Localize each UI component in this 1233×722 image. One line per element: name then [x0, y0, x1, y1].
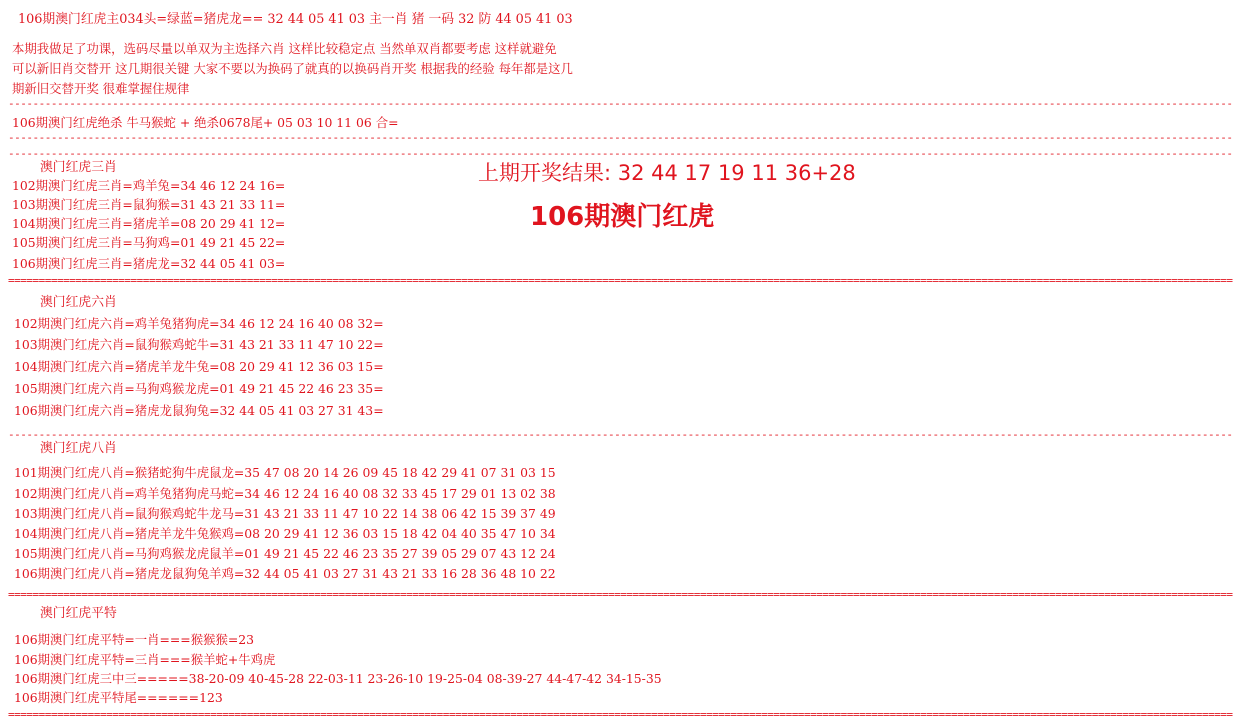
- section-title-eight: 澳门红虎八肖: [40, 441, 117, 456]
- big-title: 106期澳门红虎: [530, 202, 715, 232]
- intro-line: 可以新旧肖交替开 这几期很关键 大家不要以为换码了就真的以换码肖开奖 根据我的经验 每年都是这几: [12, 61, 573, 76]
- last-result-heading: 上期开奖结果: 32 44 17 19 11 36+28: [478, 161, 856, 185]
- divider: --------------------------------------------------------------------------------------------------------------------------------------------------------------------------------------------------------: [8, 131, 1233, 144]
- divider: --------------------------------------------------------------------------------------------------------------------------------------------------------------------------------------------------------: [8, 97, 1233, 110]
- special-row: 106期澳门红虎三中三=====38-20-09 40-45-28 22-03-11 23-26-10 19-25-04 08-39-27 44-47-42 34-15-35: [14, 671, 662, 686]
- eight-row: 101期澳门红虎八肖=猴猪蛇狗牛虎鼠龙=35 47 08 20 14 26 09 45 18 42 29 41 07 31 03 15: [14, 465, 556, 480]
- six-row: 106期澳门红虎六肖=猪虎龙鼠狗兔=32 44 05 41 03 27 31 43=: [14, 403, 384, 418]
- eight-row: 102期澳门红虎八肖=鸡羊兔猪狗虎马蛇=34 46 12 24 16 40 08 32 33 45 17 29 01 13 02 38: [14, 486, 556, 501]
- eight-row: 104期澳门红虎八肖=猪虎羊龙牛兔猴鸡=08 20 29 41 12 36 03 15 18 42 04 40 35 47 10 34: [14, 526, 556, 541]
- three-row: 105期澳门红虎三肖=马狗鸡=01 49 21 45 22=: [12, 235, 286, 250]
- intro-line: 期新旧交替开奖 很难掌握住规律: [12, 81, 190, 96]
- six-row: 105期澳门红虎六肖=马狗鸡猴龙虎=01 49 21 45 22 46 23 35=: [14, 381, 384, 396]
- divider: --------------------------------------------------------------------------------------------------------------------------------------------------------------------------------------------------------: [8, 428, 1233, 441]
- intro-line: 本期我做足了功课，选码尽量以单双为主选择六肖 这样比较稳定点 当然单双肖都要考虑 这样就避免: [12, 41, 557, 56]
- six-row: 103期澳门红虎六肖=鼠狗猴鸡蛇牛=31 43 21 33 11 47 10 22=: [14, 337, 384, 352]
- special-row: 106期澳门红虎平特=一肖===猴猴猴=23: [14, 632, 255, 647]
- three-row: 102期澳门红虎三肖=鸡羊兔=34 46 12 24 16=: [12, 178, 286, 193]
- three-row: 106期澳门红虎三肖=猪虎龙=32 44 05 41 03=: [12, 256, 286, 271]
- divider: ========================================================================================================================================================================================================: [8, 708, 1233, 721]
- divider: --------------------------------------------------------------------------------------------------------------------------------------------------------------------------------------------------------: [8, 147, 1233, 160]
- three-row: 104期澳门红虎三肖=猪虎羊=08 20 29 41 12=: [12, 216, 286, 231]
- eight-row: 105期澳门红虎八肖=马狗鸡猴龙虎鼠羊=01 49 21 45 22 46 23 35 27 39 05 29 07 43 12 24: [14, 546, 556, 561]
- three-row: 103期澳门红虎三肖=鼠狗猴=31 43 21 33 11=: [12, 197, 286, 212]
- divider: ========================================================================================================================================================================================================: [8, 274, 1233, 287]
- eight-row: 106期澳门红虎八肖=猪虎龙鼠狗兔羊鸡=32 44 05 41 03 27 31 43 21 33 16 28 36 48 10 22: [14, 566, 556, 581]
- special-row: 106期澳门红虎平特尾======123: [14, 690, 223, 705]
- header-line: 106期澳门红虎主034头=绿蓝=猪虎龙== 32 44 05 41 03 主一肖 猪 一码 32 防 44 05 41 03: [18, 12, 573, 27]
- section-title-special: 澳门红虎平特: [40, 606, 117, 621]
- six-row: 104期澳门红虎六肖=猪虎羊龙牛兔=08 20 29 41 12 36 03 15=: [14, 359, 384, 374]
- special-row: 106期澳门红虎平特=三肖===猴羊蛇+牛鸡虎: [14, 652, 276, 667]
- section-title-six: 澳门红虎六肖: [40, 295, 117, 310]
- divider: ========================================================================================================================================================================================================: [8, 588, 1233, 601]
- six-row: 102期澳门红虎六肖=鸡羊兔猪狗虎=34 46 12 24 16 40 08 32=: [14, 316, 384, 331]
- eight-row: 103期澳门红虎八肖=鼠狗猴鸡蛇牛龙马=31 43 21 33 11 47 10 22 14 38 06 42 15 39 37 49: [14, 506, 556, 521]
- section-title-three: 澳门红虎三肖: [40, 160, 117, 175]
- kill-line: 106期澳门红虎绝杀 牛马猴蛇 + 绝杀0678尾+ 05 03 10 11 06 合=: [12, 115, 399, 130]
